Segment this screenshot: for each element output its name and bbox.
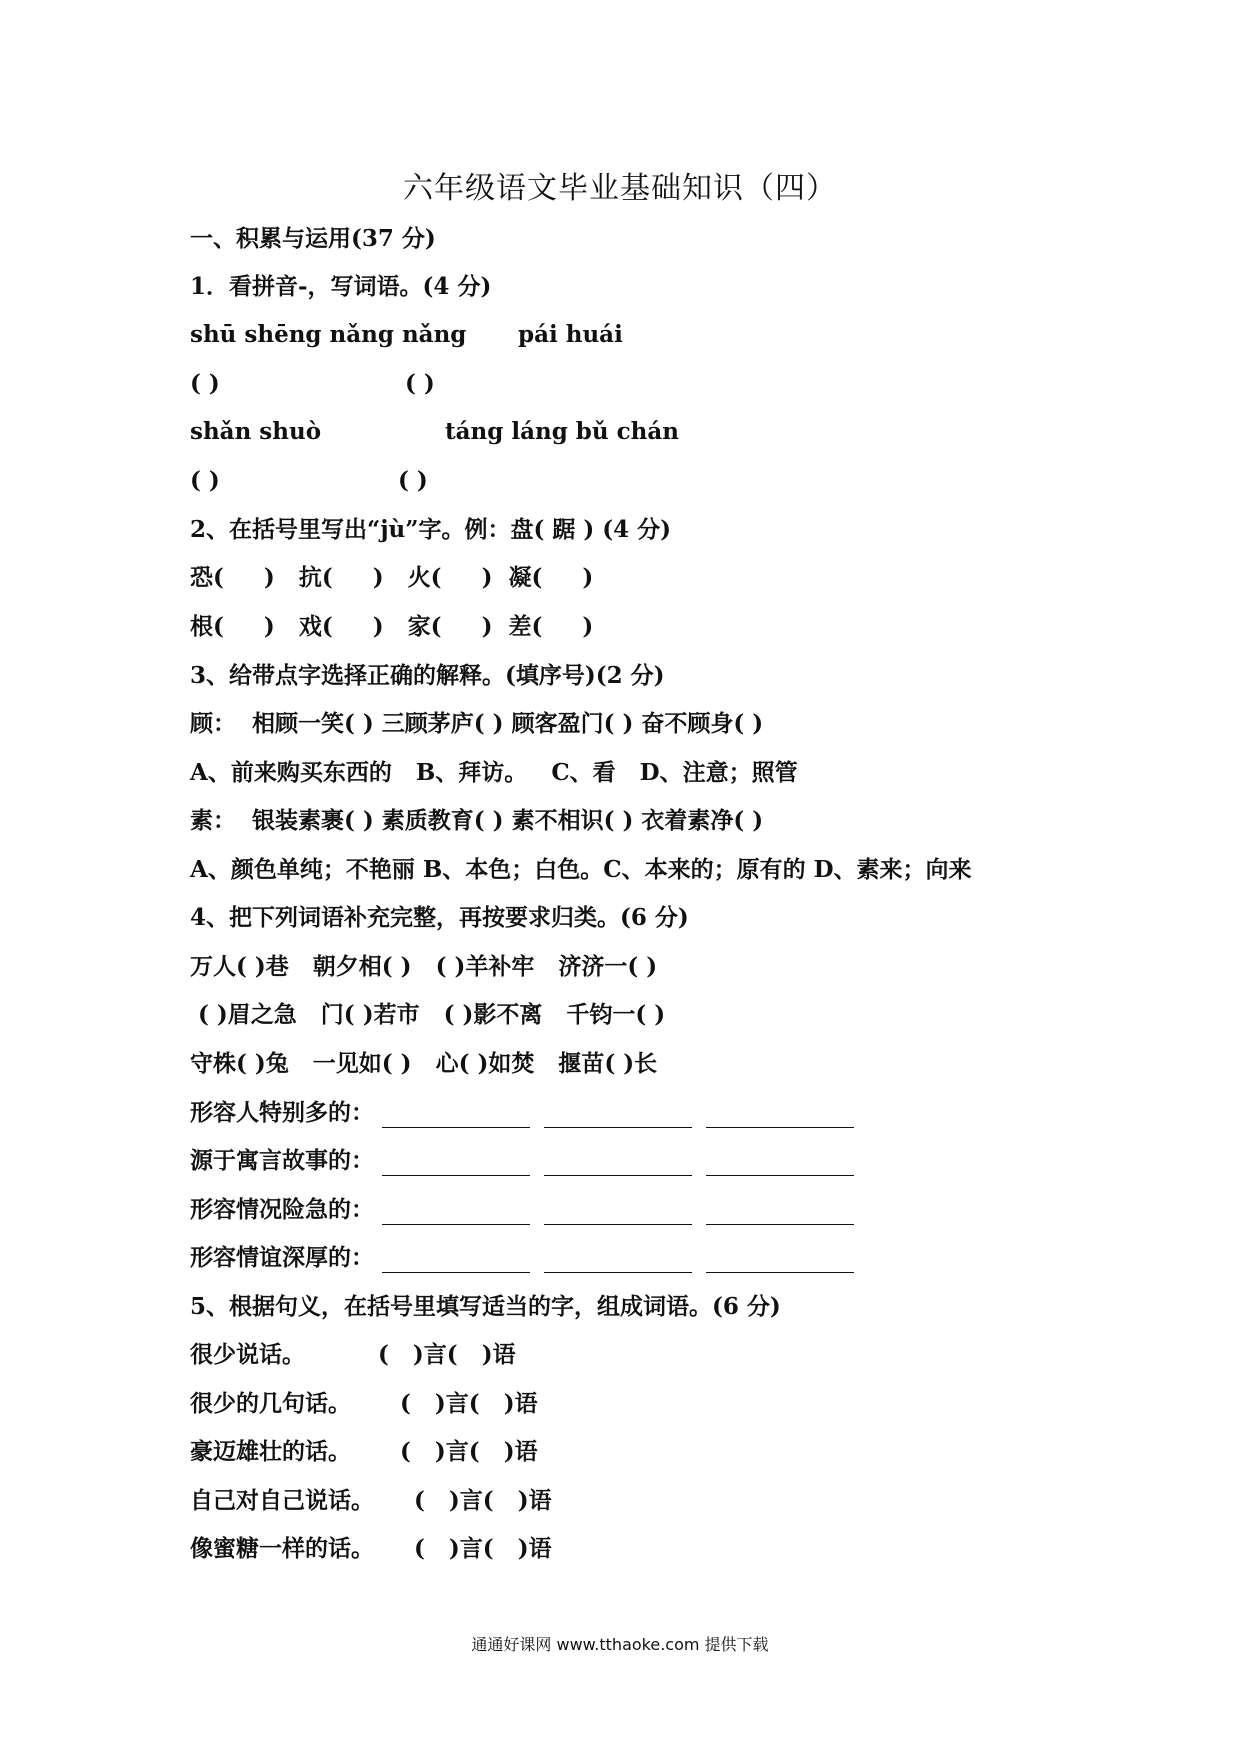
q4-heading: 4、把下列词语补充完整，再按要求归类。(6 分) (190, 904, 689, 931)
q3-gu-words: 顾： 相顾一笑( ) 三顾茅庐( ) 顾客盈门( ) 奋不顾身( ) (190, 710, 764, 737)
q3-heading: 3、给带点字选择正确的解释。(填序号)(2 分) (190, 662, 665, 689)
q1-pinyin-2b: táng láng bǔ chán (445, 418, 679, 445)
q5-heading: 5、根据句义，在括号里填写适当的字，组成词语。(6 分) (190, 1293, 781, 1320)
q1-brackets-2a: ( ) (190, 467, 220, 494)
section-heading: 一、积累与运用(37 分) (190, 225, 436, 252)
q5-clue-3: 豪迈雄壮的话。 (190, 1438, 351, 1465)
q1-pinyin-1a: shū shēng nǎng nǎng (190, 321, 467, 348)
q5-blank-3: ( )言( )语 (400, 1438, 538, 1465)
q4-category-4 (190, 1243, 868, 1273)
q5-blank-4: ( )言( )语 (414, 1487, 552, 1514)
answer-blank[interactable] (544, 1153, 692, 1176)
q3-su-words: 素： 银装素裹( ) 素质教育( ) 素不相识( ) 衣着素净( ) (190, 807, 764, 834)
answer-blank[interactable] (706, 1153, 854, 1176)
answer-blank[interactable] (544, 1105, 692, 1128)
q4-category-3 (190, 1195, 868, 1225)
answer-blank[interactable] (382, 1153, 530, 1176)
q5-blank-1: ( )言( )语 (378, 1341, 516, 1368)
q5-clue-4: 自己对自己说话。 (190, 1487, 374, 1514)
q2-row-2: 根( ) 戏( ) 家( ) 差( ) (190, 613, 594, 640)
category-label: 形容人特别多的： (190, 1099, 374, 1126)
category-label: 形容情谊深厚的： (190, 1244, 374, 1271)
q5-blank-5: ( )言( )语 (414, 1535, 552, 1562)
q1-brackets-2b: ( ) (398, 467, 428, 494)
category-label: 形容情况险急的： (190, 1196, 374, 1223)
q1-pinyin-1b: pái huái (518, 321, 623, 348)
q4-row-1: 万人( )巷 朝夕相( ) ( )羊补牢 济济一( ) (190, 953, 658, 980)
q5-clue-2: 很少的几句话。 (190, 1390, 351, 1417)
q4-category-1 (190, 1098, 868, 1128)
answer-blank[interactable] (382, 1202, 530, 1225)
q1-pinyin-2a: shǎn shuò (190, 418, 322, 445)
q2-heading: 2、在括号里写出“jù”字。例：盘( 踞 ) (4 分) (190, 516, 672, 543)
q2-row-1: 恐( ) 抗( ) 火( ) 凝( ) (190, 564, 594, 591)
q5-clue-1: 很少说话。 (190, 1341, 305, 1368)
page-footer: 通通好课网 www.tthaoke.com 提供下载 (471, 1635, 769, 1654)
q1-brackets-1a: ( ) (190, 370, 220, 397)
q5-blank-2: ( )言( )语 (400, 1390, 538, 1417)
answer-blank[interactable] (544, 1202, 692, 1225)
answer-blank[interactable] (544, 1250, 692, 1273)
q4-row-2: ( )眉之急 门( )若市 ( )影不离 千钧一( ) (190, 1001, 666, 1028)
answer-blank[interactable] (706, 1105, 854, 1128)
answer-blank[interactable] (706, 1202, 854, 1225)
q4-category-2 (190, 1146, 868, 1176)
q1-heading: 1．看拼音-，写词语。(4 分) (190, 273, 492, 300)
answer-blank[interactable] (382, 1250, 530, 1273)
page-title: 六年级语文毕业基础知识（四） (403, 171, 837, 206)
q3-su-options: A、颜色单纯；不艳丽 B、本色；白色。C、本来的；原有的 D、素来；向来 (190, 856, 972, 883)
answer-blank[interactable] (706, 1250, 854, 1273)
answer-blank[interactable] (382, 1105, 530, 1128)
q4-row-3: 守株( )兔 一见如( ) 心( )如焚 揠苗( )长 (190, 1050, 658, 1077)
q1-brackets-1b: ( ) (405, 370, 435, 397)
q5-clue-5: 像蜜糖一样的话。 (190, 1535, 374, 1562)
q3-gu-options: A、前来购买东西的 B、拜访。 C、看 D、注意；照管 (190, 759, 798, 786)
category-label: 源于寓言故事的： (190, 1147, 374, 1174)
